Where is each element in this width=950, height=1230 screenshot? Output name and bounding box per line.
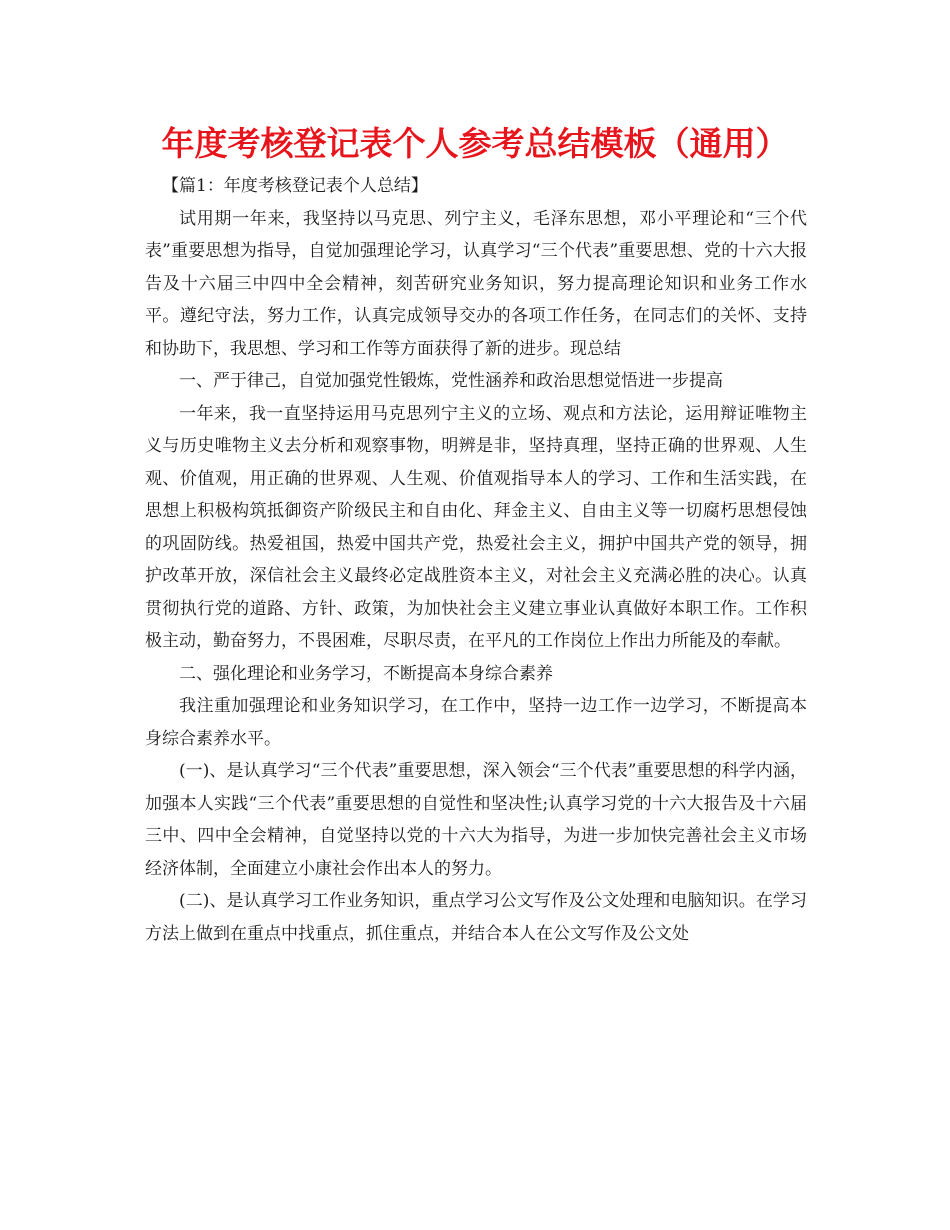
- section-heading: 【篇1：年度考核登记表个人总结】: [162, 176, 428, 196]
- document-title: 年度考核登记表个人参考总结模板（通用）: [161, 124, 789, 163]
- heading-part-two: 二、强化理论和业务学习，不断提高本身综合素养: [179, 663, 553, 684]
- paragraph-intro: 试用期一年来，我坚持以马克思、列宁主义，毛泽东思想，邓小平理论和“三个代表”重要思想为指导，自觉加强理论学习，认真学习“三个代表”重要思想、党的十六大报告及十六届三中四中全会精神，刻苦研究业务知识，努力提高理论知识和业务工作水平。遵纪守法，努力工作，认真完成领导交办的各项工作任务，在同志们的关怀、支持和协助下，我思想、学习和工作等方面获得了新的进步。现总结: [145, 208, 807, 359]
- heading-part-one: 一、严于律己，自觉加强党性锻炼，党性涵养和政治思想觉悟进一步提高: [179, 371, 723, 391]
- paragraph-item-one: (一)、是认真学习“三个代表”重要思想，深入领会“三个代表”重要思想的科学内涵，加强本人实践“三个代表”重要思想的自觉性和坚决性;认真学习党的十六大报告及十六届三中、四中全会精神，自觉坚持以党的十六大为指导，为进一步加快完善社会主义市场经济体制，全面建立小康社会作出本人的努力。: [145, 761, 807, 879]
- paragraph-part-two: 我注重加强理论和业务知识学习，在工作中，坚持一边工作一边学习，不断提高本身综合素养水平。: [145, 696, 807, 749]
- paragraph-item-two: (二)、是认真学习工作业务知识，重点学习公文写作及公文处理和电脑知识。在学习方法上做到在重点中找重点，抓住重点，并结合本人在公文写作及公文处: [145, 891, 807, 944]
- document-body: [145, 170, 807, 950]
- paragraph-part-one: 一年来，我一直坚持运用马克思列宁主义的立场、观点和方法论，运用辩证唯物主义与历史唯物主义去分析和观察事物，明辨是非，坚持真理，坚持正确的世界观、人生观、价值观，用正确的世界观、人生观、价值观指导本人的学习、工作和生活实践，在思想上积极构筑抵御资产阶级民主和自由化、拜金主义、自由主义等一切腐朽思想侵蚀的巩固防线。热爱祖国，热爱中国共产党，热爱社会主义，拥护中国共产党的领导，拥护改革开放，深信社会主义最终必定战胜资本主义，对社会主义充满必胜的决心。认真贯彻执行党的道路、方针、政策，为加快社会主义建立事业认真做好本职工作。工作积极主动，勤奋努力，不畏困难，尽职尽责，在平凡的工作岗位上作出力所能及的奉献。: [145, 403, 807, 651]
